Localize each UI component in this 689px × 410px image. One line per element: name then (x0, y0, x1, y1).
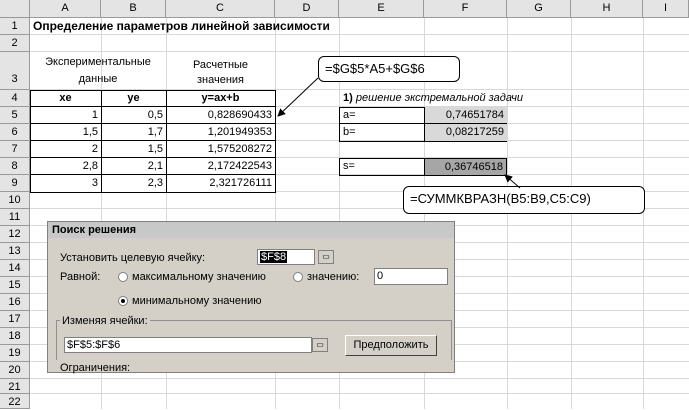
param-a-value[interactable]: 0,74651784 (425, 107, 507, 123)
table-cell[interactable]: 3 (91, 177, 98, 189)
col-header-i[interactable]: I (643, 0, 689, 18)
radio-min[interactable] (118, 296, 128, 306)
table-cell[interactable]: 1,575208272 (207, 143, 272, 155)
value-input[interactable]: 0 (374, 268, 448, 285)
col-header-e[interactable]: E (339, 0, 424, 18)
header-experimental-line1: Экспериментальные (45, 56, 151, 68)
table-header-ye[interactable]: ye (127, 92, 140, 104)
table-cell[interactable]: 2,1 (147, 160, 163, 172)
radio-value[interactable] (293, 272, 303, 282)
constraints-label: Ограничения: (60, 362, 131, 374)
row-header-20[interactable]: 20 (0, 362, 30, 379)
param-b-label[interactable]: b= (343, 126, 356, 138)
row-header-13[interactable]: 13 (0, 243, 30, 260)
gridline (30, 378, 689, 379)
range-picker-icon-2[interactable]: ▭ (312, 338, 328, 352)
solution-label[interactable] (343, 90, 523, 107)
row-header-3[interactable]: 3 (0, 52, 30, 90)
table-cell[interactable]: 0,828690433 (207, 109, 272, 121)
gridline (30, 393, 689, 394)
col-header-g[interactable]: G (507, 0, 571, 18)
row-header-4[interactable]: 4 (0, 90, 30, 107)
row-header-2[interactable]: 2 (0, 35, 30, 52)
col-header-h[interactable]: H (571, 0, 643, 18)
table-cell[interactable]: 2 (91, 143, 98, 155)
dialog-title[interactable]: Поиск решения (48, 222, 454, 238)
row-header-16[interactable]: 16 (0, 294, 30, 311)
row-header-14[interactable]: 14 (0, 260, 30, 277)
row-header-22[interactable]: 22 (0, 394, 30, 409)
table-cell[interactable]: 1,5 (82, 126, 98, 138)
table-cell[interactable]: 2,172422543 (207, 160, 272, 172)
solution-number: 1) (343, 92, 353, 104)
row-header-17[interactable]: 17 (0, 311, 30, 328)
equal-label: Равной: (60, 271, 101, 283)
changing-cells-label: Изменяя ячейки: (62, 315, 148, 327)
range-picker-icon[interactable]: ▭ (318, 250, 334, 264)
radio-max-label[interactable]: максимальному значению (132, 271, 266, 283)
radio-value-label[interactable]: значению: (307, 271, 360, 283)
row-header-11[interactable]: 11 (0, 209, 30, 226)
row-header-1[interactable]: 1 (0, 18, 30, 35)
col-header-d[interactable]: D (275, 0, 339, 18)
header-calculated-line1: Расчетные (192, 59, 249, 71)
select-all-corner[interactable] (0, 0, 30, 18)
row-header-5[interactable]: 5 (0, 107, 30, 124)
header-experimental-line2: данные (78, 73, 118, 85)
table-header-xe[interactable]: xe (59, 92, 72, 104)
table-cell[interactable]: 1,7 (147, 126, 163, 138)
row-header-18[interactable]: 18 (0, 328, 30, 345)
table-cell[interactable]: 2,321726111 (209, 177, 272, 189)
target-cell-input[interactable] (257, 249, 315, 265)
radio-max[interactable] (118, 272, 128, 282)
s-label[interactable]: s= (343, 160, 355, 172)
target-cell-label: Установить целевую ячейку: (60, 252, 206, 264)
changing-cells-input[interactable]: $F$5:$F$6 (64, 337, 312, 353)
table-cell[interactable]: 1,5 (147, 143, 163, 155)
col-header-a[interactable]: A (30, 0, 101, 18)
radio-min-label[interactable]: минимальному значению (132, 295, 262, 307)
col-header-c[interactable]: C (166, 0, 275, 18)
table-cell[interactable]: 2,8 (82, 160, 98, 172)
solution-text: решение экстремальной задачи (355, 92, 524, 104)
guess-button[interactable]: Предположить (345, 335, 437, 356)
row-header-7[interactable]: 7 (0, 141, 30, 158)
table-cell[interactable]: 1 (91, 109, 98, 121)
table-cell[interactable]: 0,5 (147, 109, 163, 121)
row-header-19[interactable]: 19 (0, 345, 30, 362)
table-cell[interactable]: 2,3 (147, 177, 163, 189)
col-header-b[interactable]: B (101, 0, 166, 18)
formula-callout-c: =$G$5*A5+$G$6 (318, 56, 460, 82)
row-header-8[interactable]: 8 (0, 158, 30, 175)
row-header-12[interactable]: 12 (0, 226, 30, 243)
row-header-21[interactable]: 21 (0, 379, 30, 394)
row-header-6[interactable]: 6 (0, 124, 30, 141)
col-header-f[interactable]: F (424, 0, 507, 18)
gridline (30, 51, 689, 52)
s-value[interactable]: 0,36746518 (425, 159, 506, 175)
table-header-y[interactable]: y=ax+b (201, 92, 240, 104)
param-a-label[interactable]: a= (343, 109, 356, 121)
header-calculated-line2: значения (196, 74, 245, 86)
formula-callout-sum: =СУММКВРАЗН(B5:B9,C5:C9) (403, 186, 645, 214)
gridline (643, 18, 644, 409)
arrow-to-c5 (278, 78, 318, 116)
param-b-value[interactable]: 0,08217259 (425, 124, 507, 141)
target-cell-value: $F$8 (261, 251, 287, 263)
row-header-9[interactable]: 9 (0, 175, 30, 192)
row-header-10[interactable]: 10 (0, 192, 30, 209)
sheet-title[interactable]: Определение параметров линейной зависимости (33, 19, 330, 33)
solver-dialog (47, 221, 455, 373)
row-header-15[interactable]: 15 (0, 277, 30, 294)
table-cell[interactable]: 1,201949353 (207, 126, 272, 138)
